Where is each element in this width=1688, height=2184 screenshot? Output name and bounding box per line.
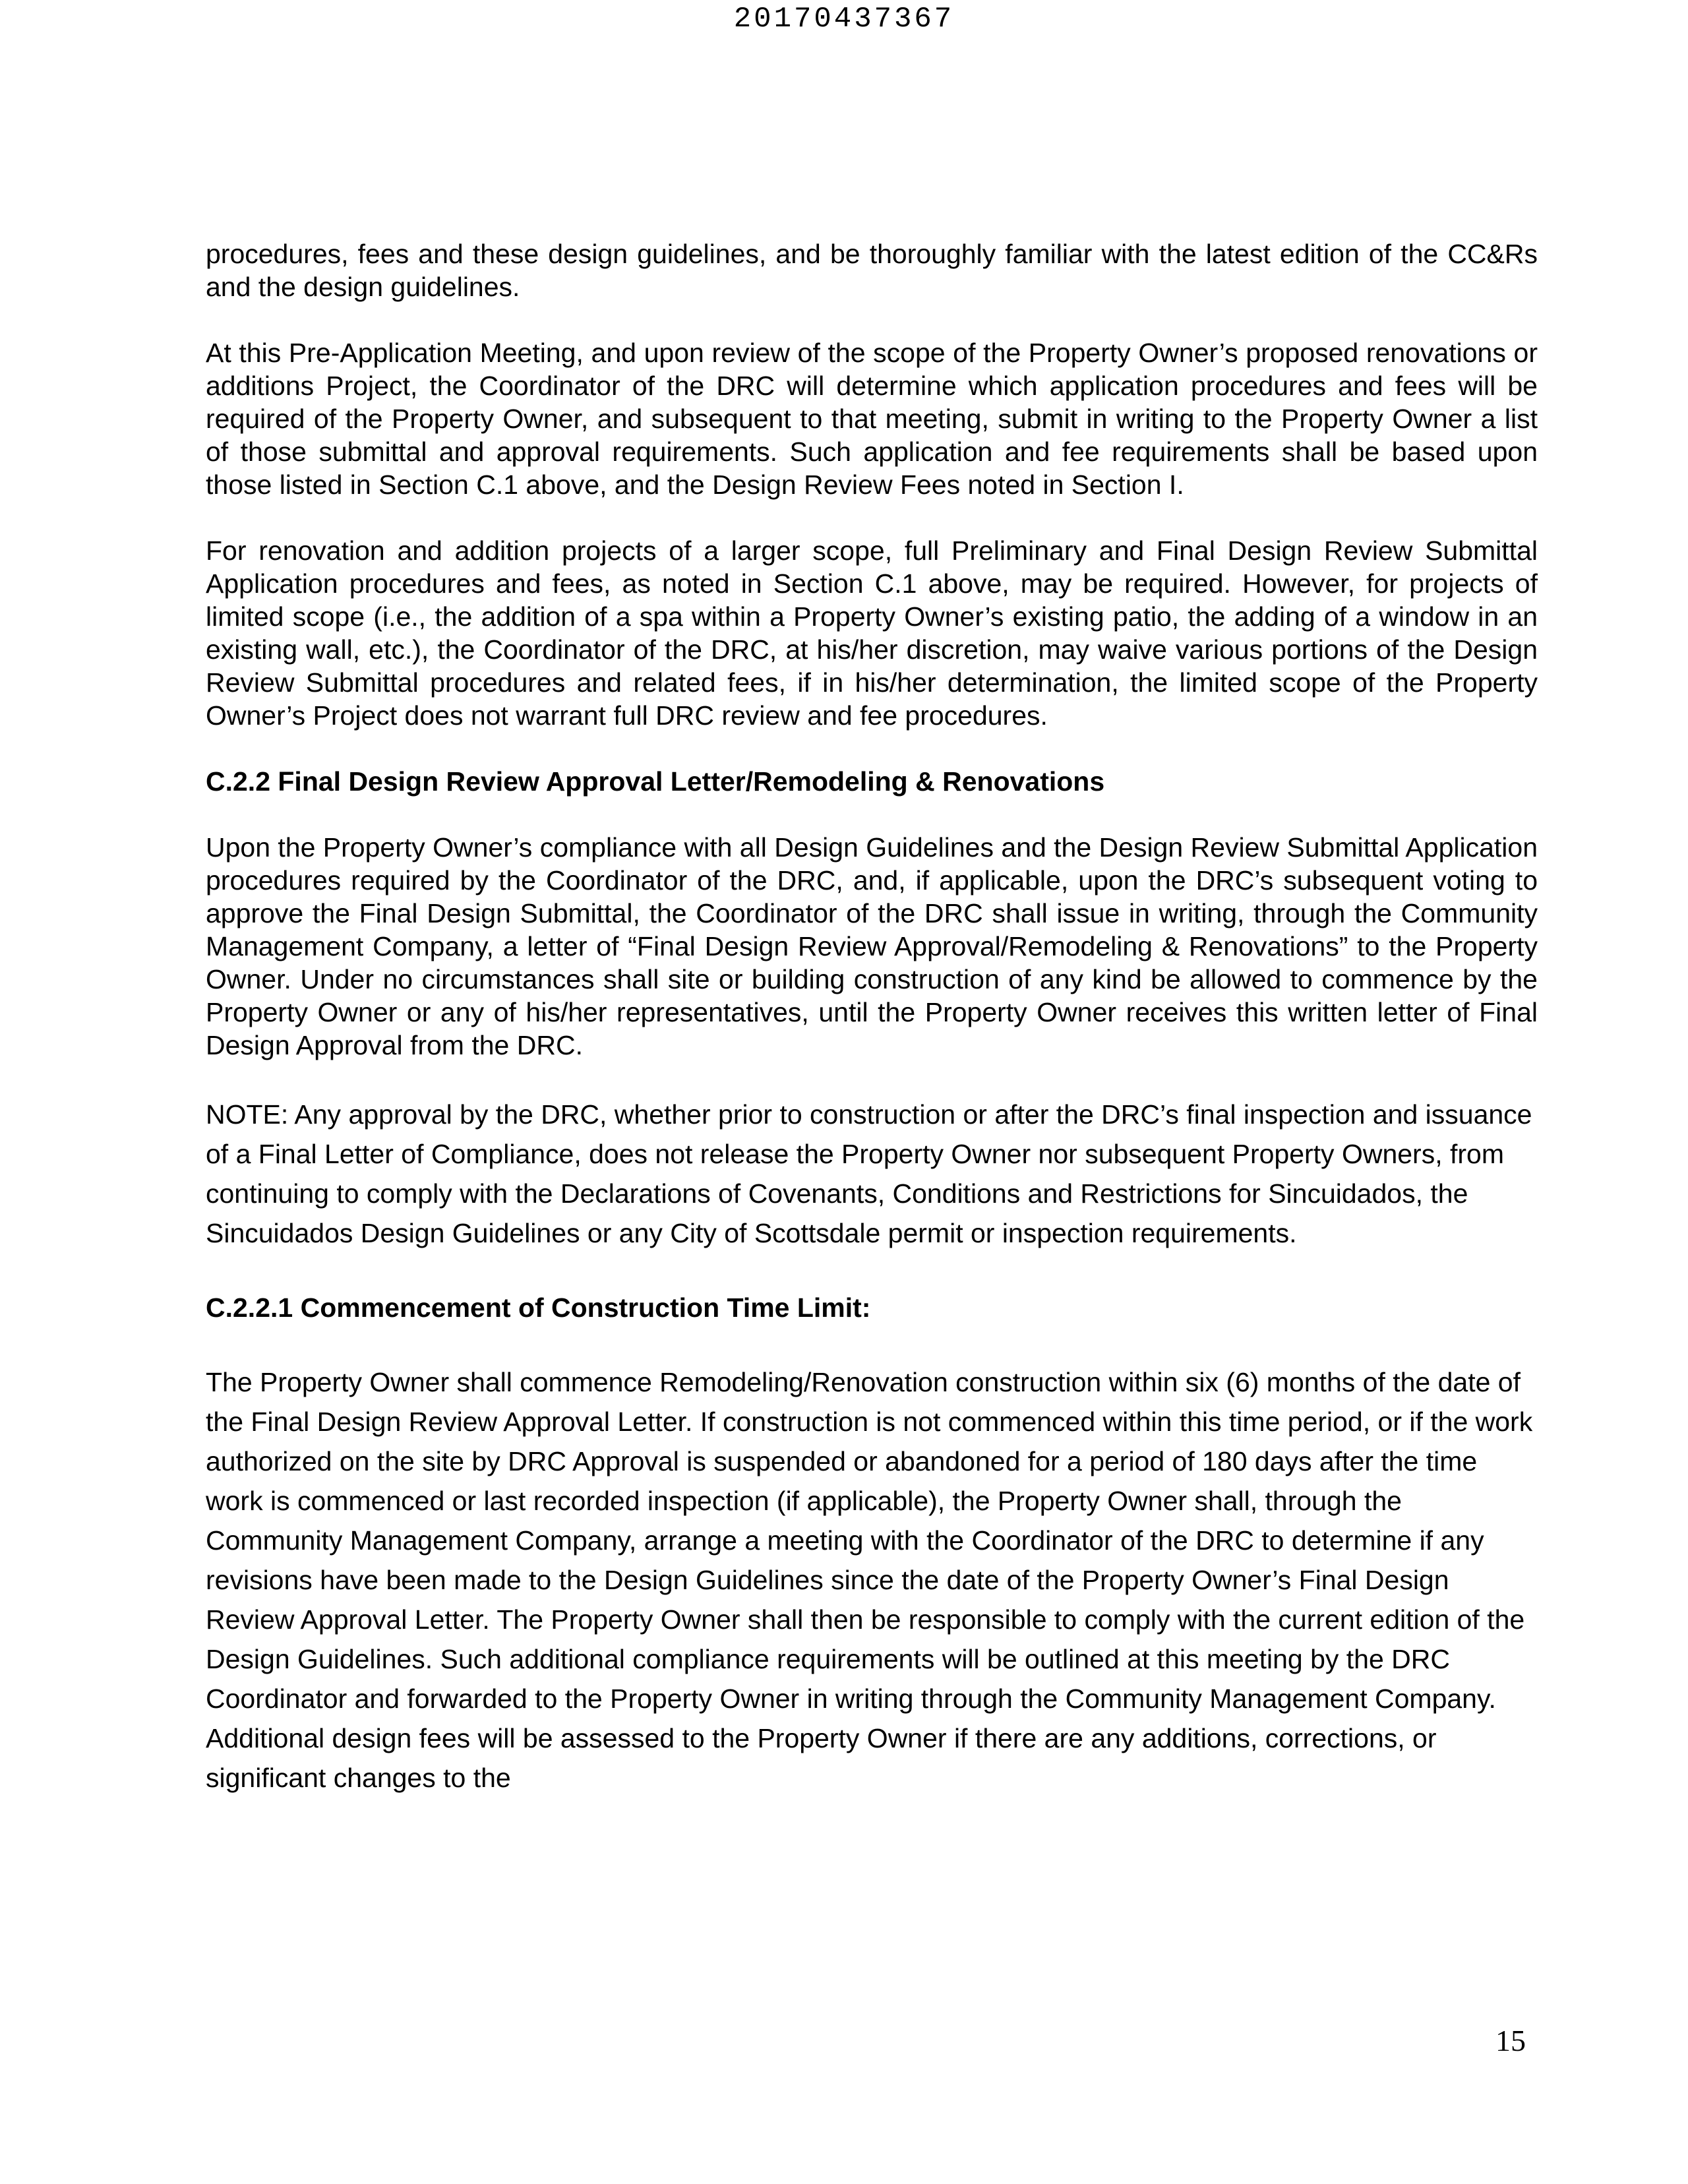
section-heading-c221: C.2.2.1 Commencement of Construction Time Limit: bbox=[206, 1292, 871, 1323]
page-number: 15 bbox=[1495, 2024, 1526, 2057]
paragraph-larger-scope-projects: For renovation and addition projects of a larger scope, full Preliminary and Final Design Review Submittal Application procedures and fees, as noted in Section C.1 above, may be required. However, for projects of limited scope (i.e., the addition of a spa within a Property Owner’s existing patio, the adding of a window in an existing wall, etc.), the Coordinator of the DRC, at his/her discretion, may waive various portions of the Design Review Submittal procedures and related fees, if in his/her determination, the limited scope of the Property Owner’s Project does not warrant full DRC review and fee procedures. bbox=[206, 535, 1538, 731]
paragraph-final-design-approval: Upon the Property Owner’s compliance with all Design Guidelines and the Design Review Submittal Application procedures required by the Coordinator of the DRC, and, if applicable, upon the DRC’s subsequent voting to approve the Final Design Submittal, the Coordinator of the DRC shall issue in writing, through the Community Management Company, a letter of “Final Design Review Approval/Remodeling & Renovations” to the Property Owner. Under no circumstances shall site or building construction of any kind be allowed to commence by the Property Owner or any of his/her representatives, until the Property Owner receives this written letter of Final Design Approval from the DRC. bbox=[206, 832, 1538, 1060]
paragraph-pre-application-meeting: At this Pre-Application Meeting, and upon review of the scope of the Property Owner’s proposed renovations or additions Project, the Coordinator of the DRC will determine which application procedures and fees will be required of the Property Owner, and subsequent to that meeting, submit in writing to the Property Owner a list of those submittal and approval requirements. Such application and fee requirements shall be based upon those listed in Section C.1 above, and the Design Review Fees noted in Section I. bbox=[206, 338, 1538, 500]
paragraph-note: NOTE: Any approval by the DRC, whether prior to construction or after the DRC’s final inspection and issuance of a Final Letter of Compliance, does not release the Property Owner nor subsequent Property Owners, from continuing to comply with the Declarations of Covenants, Conditions and Restrictions for Sincuidados, the Sincuidados Design Guidelines or any City of Scottsdale permit or inspection requirements. bbox=[206, 1099, 1532, 1248]
paragraph-intro-continued: procedures, fees and these design guidelines, and be thoroughly familiar with the latest edition of the CC&Rs and the design guidelines. bbox=[206, 239, 1538, 302]
paragraph-construction-time-limit: The Property Owner shall commence Remodeling/Renovation construction within six (6) months of the date of the Final Design Review Approval Letter. If construction is not commenced within this time period, or if the work authorized on the site by DRC Approval is suspended or abandoned for a period of 180 days after the time work is commenced or last recorded inspection (if applicable), the Property Owner shall, through the Community Management Company, arrange a meeting with the Coordinator of the DRC to determine if any revisions have been made to the Design Guidelines since the date of the Property Owner’s Final Design Review Approval Letter. The Property Owner shall then be responsible to comply with the current edition of the Design Guidelines. Such additional compliance requirements will be outlined at this meeting by the DRC Coordinator and forwarded to the Property Owner in writing through the Community Management Company. Additional design fees will be assessed to the Property Owner if there are any additions, corrections, or significant changes to the bbox=[206, 1367, 1533, 1793]
document-number: 20170437367 bbox=[733, 3, 955, 36]
section-heading-c22: C.2.2 Final Design Review Approval Letter/Remodeling & Renovations bbox=[206, 766, 1105, 797]
document-body bbox=[206, 237, 1538, 1798]
